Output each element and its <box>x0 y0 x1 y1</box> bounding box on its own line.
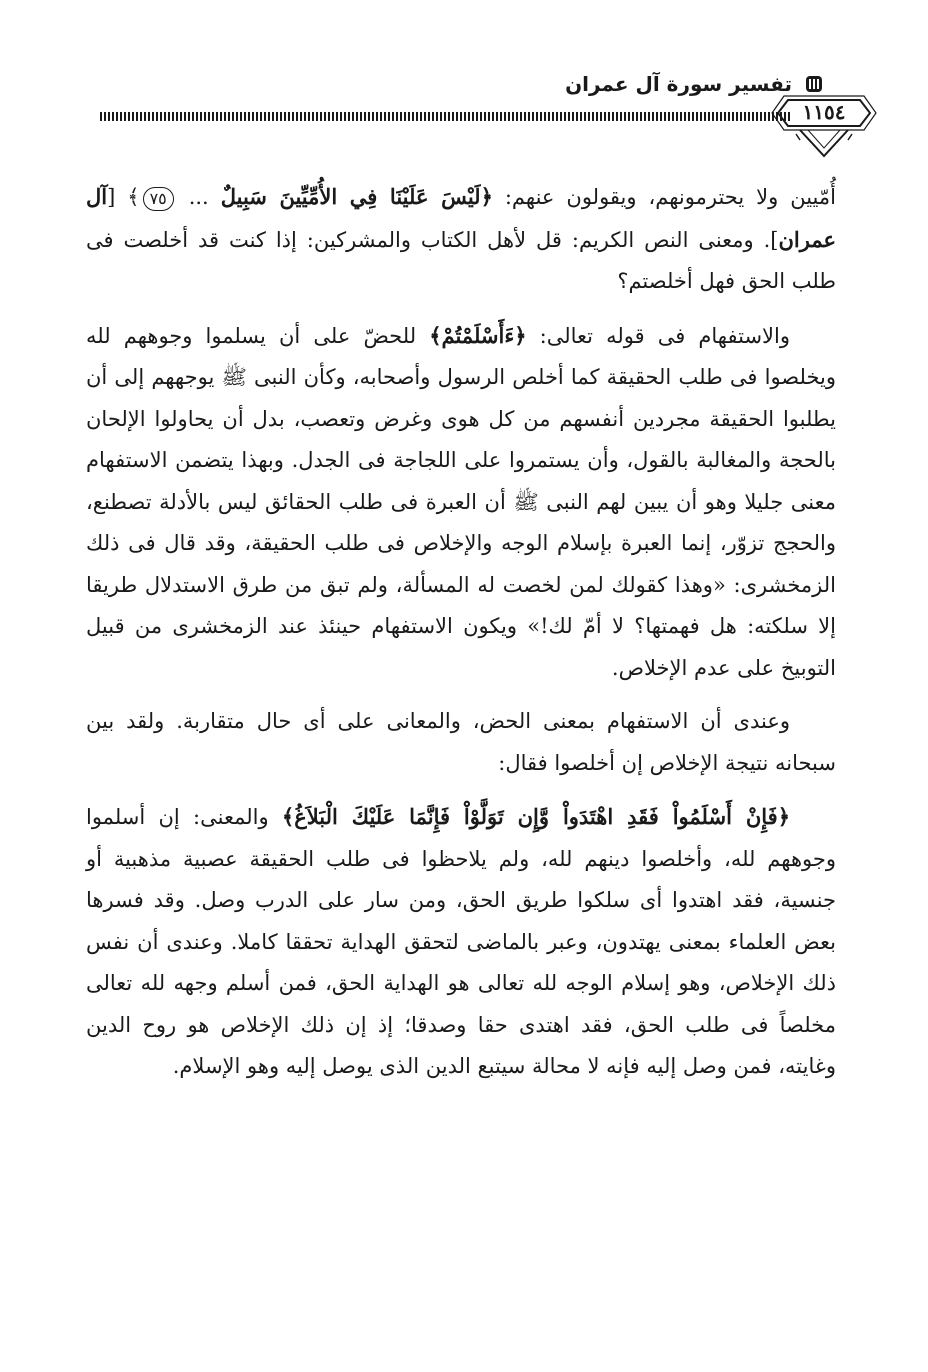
body-text-run: ]. ومعنى النص الكريم: قل لأهل الكتاب والمشركين: إذا كنت قد أخلصت فى طلب الحق فهل أخلصتم؟ <box>86 227 836 293</box>
body-text <box>86 176 836 1100</box>
body-text-run: والمعنى: إن أسلموا وجوههم لله، وأخلصوا دينهم لله، ولم يلاحظوا فى طلب الحقيقة عصبية مذهبية أو جنسية، فقد اهتدوا أى سلكوا طريق الحق، ومن سار على الدرب وصل. وقد فسرها بعض العلماء بمعنى يهتدون، وعبر بالماضى لتحقق الهداية تحققا كاملا. وعندى أن نفس ذلك الإخلاص، وهو إسلام الوجه لله تعالى هو الهداية الحق، فمن أسلم وجهه لله تعالى مخلصاً فى طلب الحق، فقد اهتدى حقا وصدقا؛ إذ إن ذلك الإخلاص هو روح الدين وغايته، فمن وصل إليه فإنه لا محالة سيتبع الدين الذى يوصل إليه وهو الإسلام. <box>86 805 836 1078</box>
body-text-run: ... <box>176 185 221 209</box>
page-number-badge <box>770 86 878 160</box>
body-text-run: للحضّ على أن يسلموا وجوههم لله ويخلصوا فى طلب الحقيقة كما أخلص الرسول وأصحابه، وكأن النبى ﷺ يوجههم إلى أن يطلبوا الحقيقة مجردين أنفسهم من كل هوى وغرض وتعصب، بدل أن يحاولوا الإلحان بالحجة والمغالبة بالقول، وأن يستمروا على اللجاجة فى الجدل. وبهذا يتضمن الاستفهام معنى جليلا وهو أن يبين لهم النبى ﷺ أن العبرة فى طلب الحقائق ليس بالأدلة تصطنع، والحجج تزوّر، إنما العبرة بإسلام الوجه والإخلاص فى طلب الحقيقة، وقد قال فى ذلك الزمخشرى: «وهذا كقولك لمن لخصت له المسألة، ولم تبق من طرق الاستدلال طريقا إلا سلكته: هل فهمتها؟ لا أمّ لك!» ويكون الاستفهام حينئذ عند الزمخشرى من قبيل التوبيخ على عدم الإخلاص. <box>86 323 836 680</box>
body-text-run: وعندى أن الاستفهام بمعنى الحض، والمعانى على أى حال متقاربة. ولقد بين سبحانه نتيجة الإخلاص إن أخلصوا فقال: <box>86 709 836 775</box>
quran-verse: ﴿لَيْسَ عَلَيْنَا فِي الأُمِّيِّينَ سَبِيلٌ <box>220 184 493 209</box>
body-text-run: والاستفهام فى قوله تعالى: <box>526 323 790 348</box>
body-text-run: أُمّيين ولا يحترمونهم، ويقولون عنهم: <box>492 185 836 209</box>
quran-verse: ﴿فَإِنْ أَسْلَمُواْ فَقَدِ اهْتَدَواْ وَّإِن تَوَلَّوْاْ فَإِنَّمَا عَلَيْكَ الْبَلاَغُ﴾ <box>281 804 790 829</box>
header-title: تفسير سورة آل عمران <box>565 72 792 96</box>
header-rule <box>100 112 792 121</box>
paragraph <box>86 315 836 690</box>
paragraph <box>86 701 836 784</box>
paragraph <box>86 176 836 303</box>
verse-number: ٧٥ <box>143 187 174 211</box>
quran-verse: ﴿ءَأَسْلَمْتُمْ﴾ <box>429 322 527 348</box>
surah-reference: آل عمران <box>86 184 836 252</box>
body-text-run: ﴾ [ <box>107 185 140 209</box>
paragraph <box>86 796 836 1088</box>
page-number: ١١٥٤ <box>802 100 846 124</box>
